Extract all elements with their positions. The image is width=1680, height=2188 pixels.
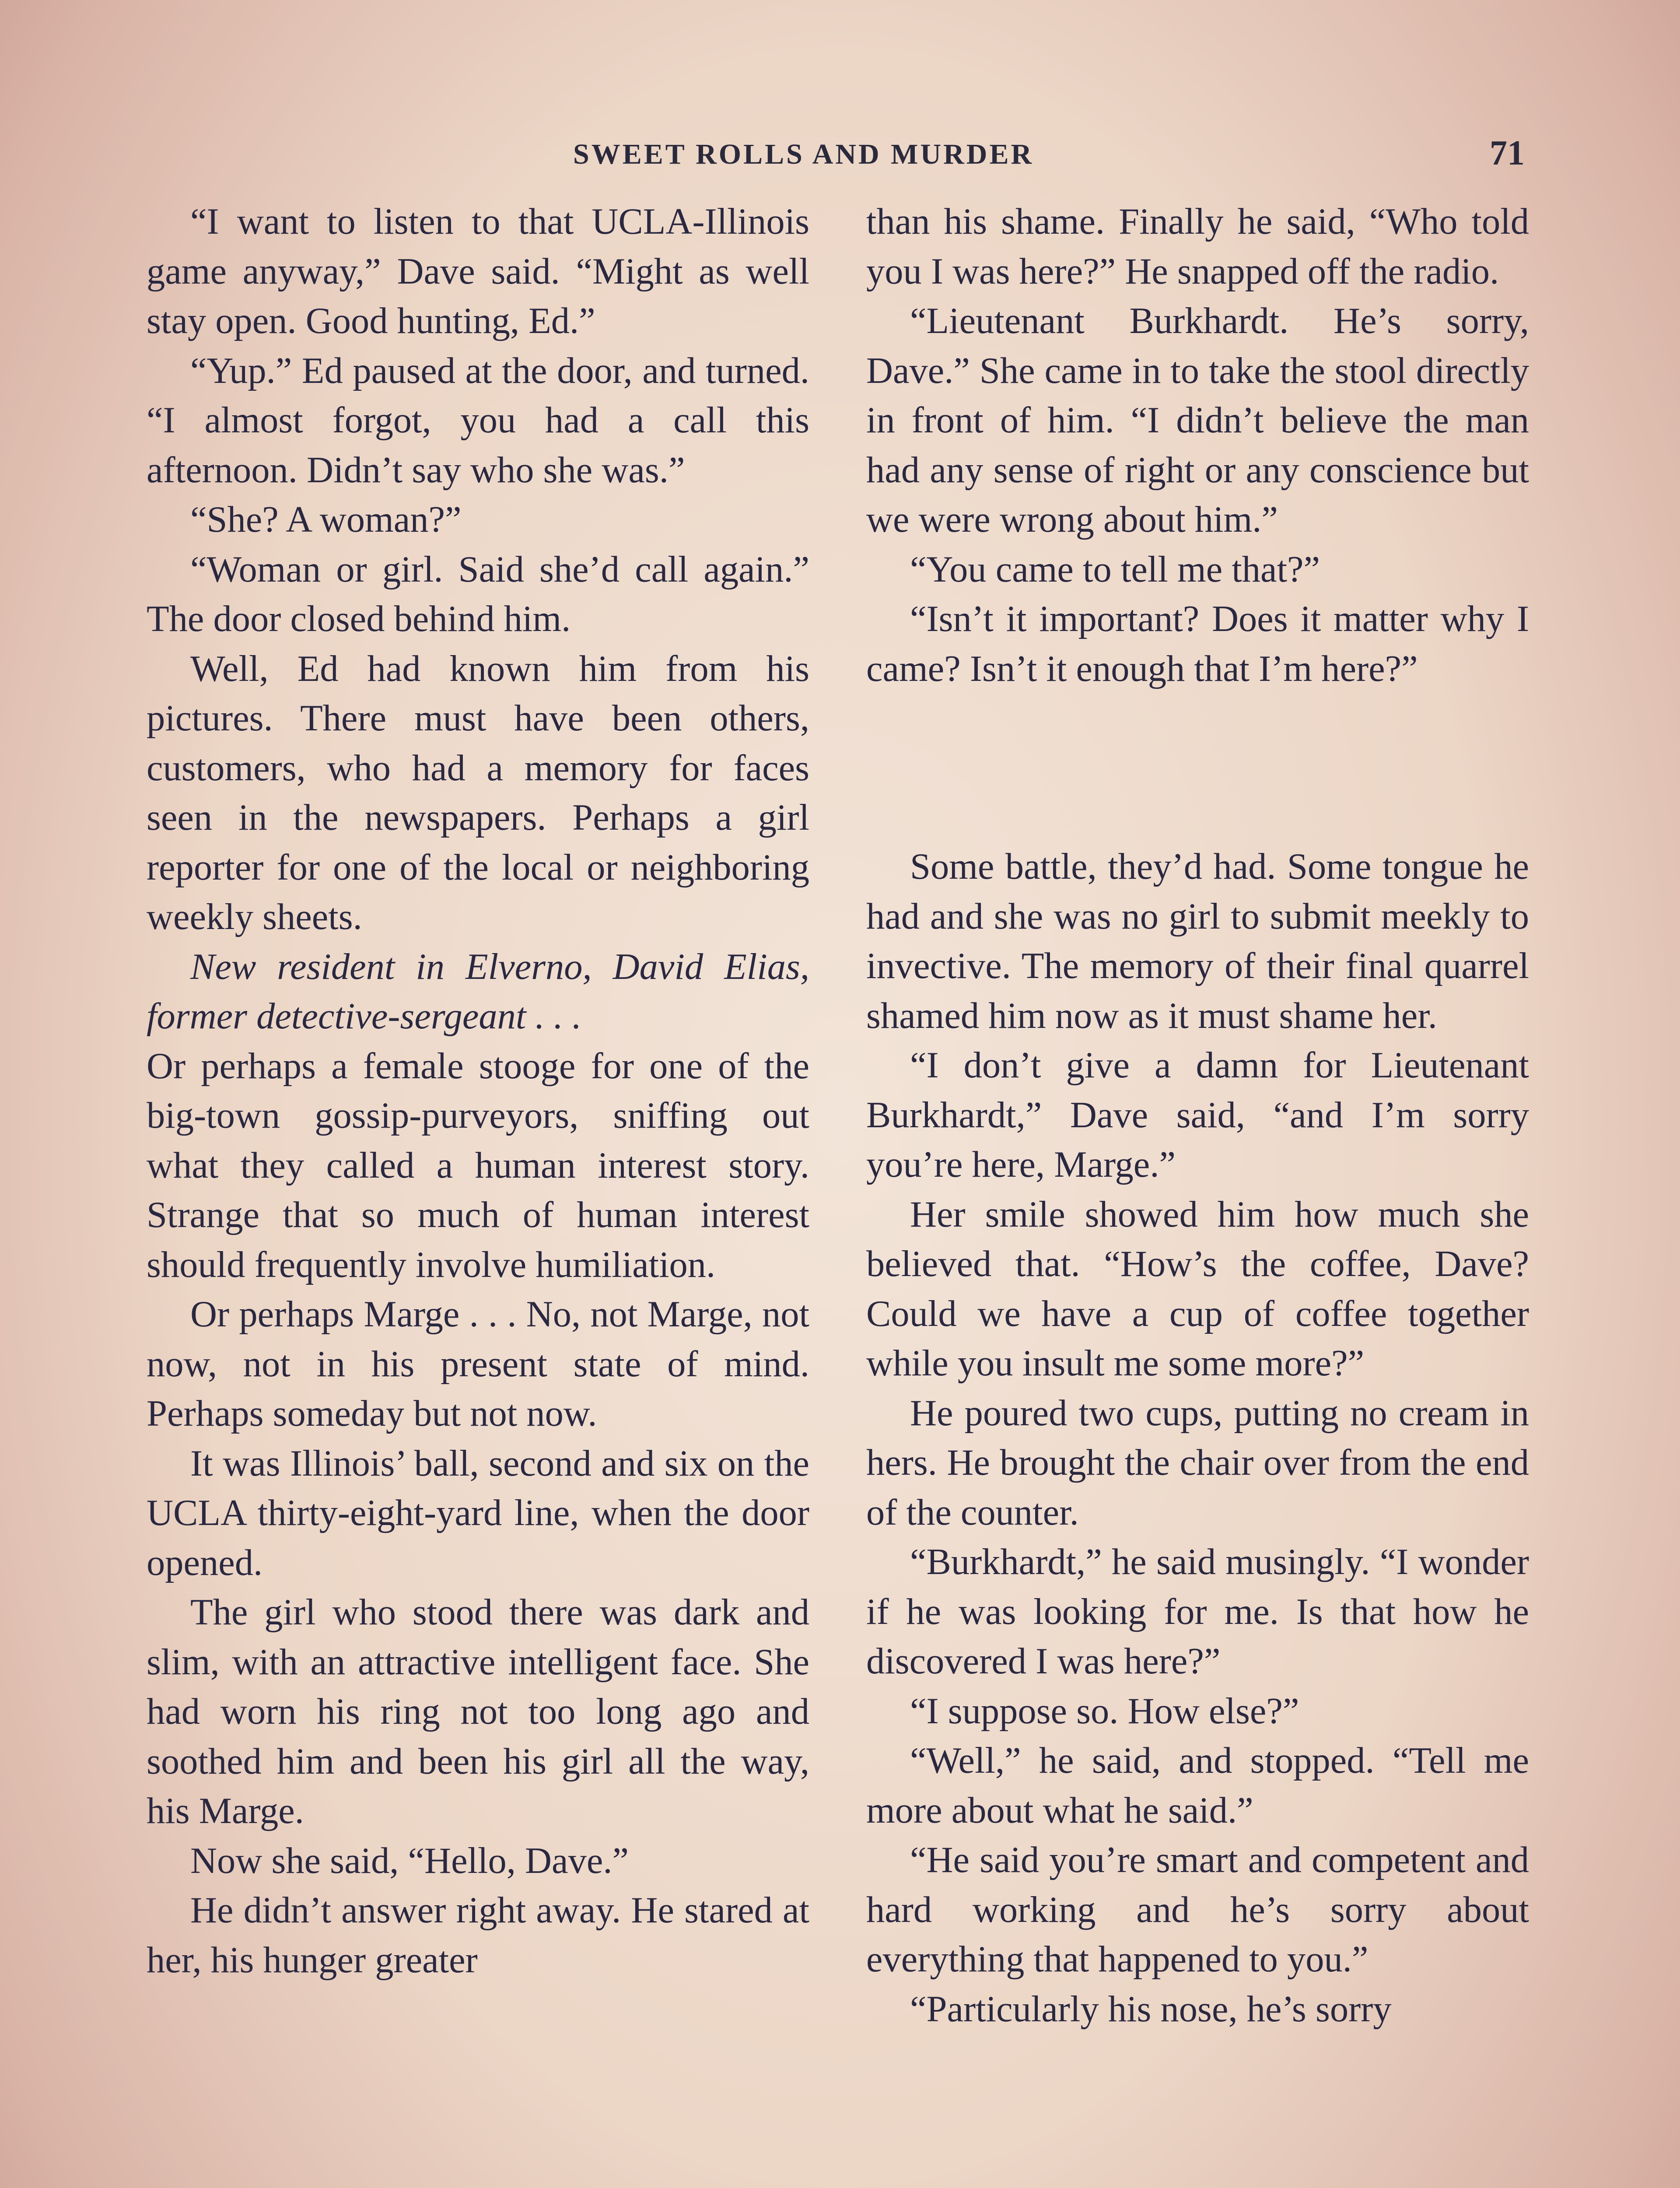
paragraph: Now she said, “Hello, Dave.”	[190, 1840, 629, 1881]
page-number: 71	[1490, 134, 1525, 172]
paragraph: Or perhaps Marge . . . No, not Marge, not now, not in his present state of mind. Perhaps someday but not now.	[147, 1294, 809, 1434]
paragraph: Or perhaps a female stooge for one of the big-town gossip-purveyors, sniffing out what they called a human interest story. Strange that so much of human interest should frequently involve humiliation.	[147, 1045, 809, 1285]
paragraph: “He said you’re smart and competent and hard working and he’s sorry about everything that happened to you.”	[866, 1840, 1529, 1980]
paragraph: “Burkhardt,” he said musingly. “I wonder if he was looking for me. Is that how he discovered I was here?”	[866, 1542, 1529, 1682]
paragraph: “Lieutenant Burkhardt. He’s sorry, Dave.” She came in to take the stool directly in front of him. “I didn’t believe the man had any sense of right or any conscience but we were wrong about him.”	[866, 301, 1529, 540]
left-column	[147, 197, 809, 2188]
paragraph: “Well,” he said, and stopped. “Tell me more about what he said.”	[866, 1740, 1529, 1831]
paragraph: New resident in Elverno, David Elias, former detective-sergeant . . .	[147, 946, 809, 1037]
paragraph: It was Illinois’ ball, second and six on the UCLA thirty-eight-yard line, when the door opened.	[147, 1443, 809, 1583]
paragraph: “She? A woman?”	[190, 499, 462, 540]
paragraph: Well, Ed had known him from his pictures. There must have been others, customers, who had a memory for faces seen in the newspapers. Perhaps a girl reporter for one of the local or neighboring weekly sheets.	[147, 648, 809, 937]
paragraph: He didn’t answer right away. He stared at her, his hunger greater	[147, 1890, 809, 1981]
paragraph: “You came to tell me that?”	[910, 549, 1320, 590]
page-header	[0, 131, 1680, 179]
paragraph: Her smile showed him how much she believed that. “How’s the coffee, Dave? Could we have a cup of coffee together while you insult me some more?”	[866, 1194, 1529, 1384]
paragraph: than his shame. Finally he said, “Who told you I was here?” He snapped off the radio.	[866, 201, 1529, 292]
paragraph: “Particularly his nose, he’s sorry	[910, 1988, 1392, 2030]
right-column	[866, 197, 1529, 2188]
paragraph: “Woman or girl. Said she’d call again.” The door closed behind him.	[147, 549, 809, 639]
running-head: SWEET ROLLS AND MURDER	[573, 138, 1034, 170]
paragraph: He poured two cups, putting no cream in hers. He brought the chair over from the end of the counter.	[866, 1392, 1529, 1533]
paragraph: The girl who stood there was dark and slim, with an attractive intelligent face. She had worn his ring not too long ago and soothed him and been his girl all the way, his Marge.	[147, 1592, 809, 1831]
paragraph: “I don’t give a damn for Lieutenant Burkhardt,” Dave said, “and I’m sorry you’re here, Marge.”	[866, 1045, 1529, 1185]
paragraph: “I want to listen to that UCLA-Illinois game anyway,” Dave said. “Might as well stay open. Good hunting, Ed.”	[147, 201, 809, 341]
section-break	[866, 731, 1529, 805]
paragraph: “Isn’t it important? Does it matter why I came? Isn’t it enough that I’m here?”	[866, 599, 1529, 689]
paragraph: “I suppose so. How else?”	[910, 1690, 1299, 1732]
paragraph: “Yup.” Ed paused at the door, and turned. “I almost forgot, you had a call this afternoon. Didn’t say who she was.”	[147, 350, 809, 491]
paragraph: Some battle, they’d had. Some tongue he had and she was no girl to submit meekly to invective. The memory of their final quarrel shamed him now as it must shame her.	[866, 846, 1529, 1036]
